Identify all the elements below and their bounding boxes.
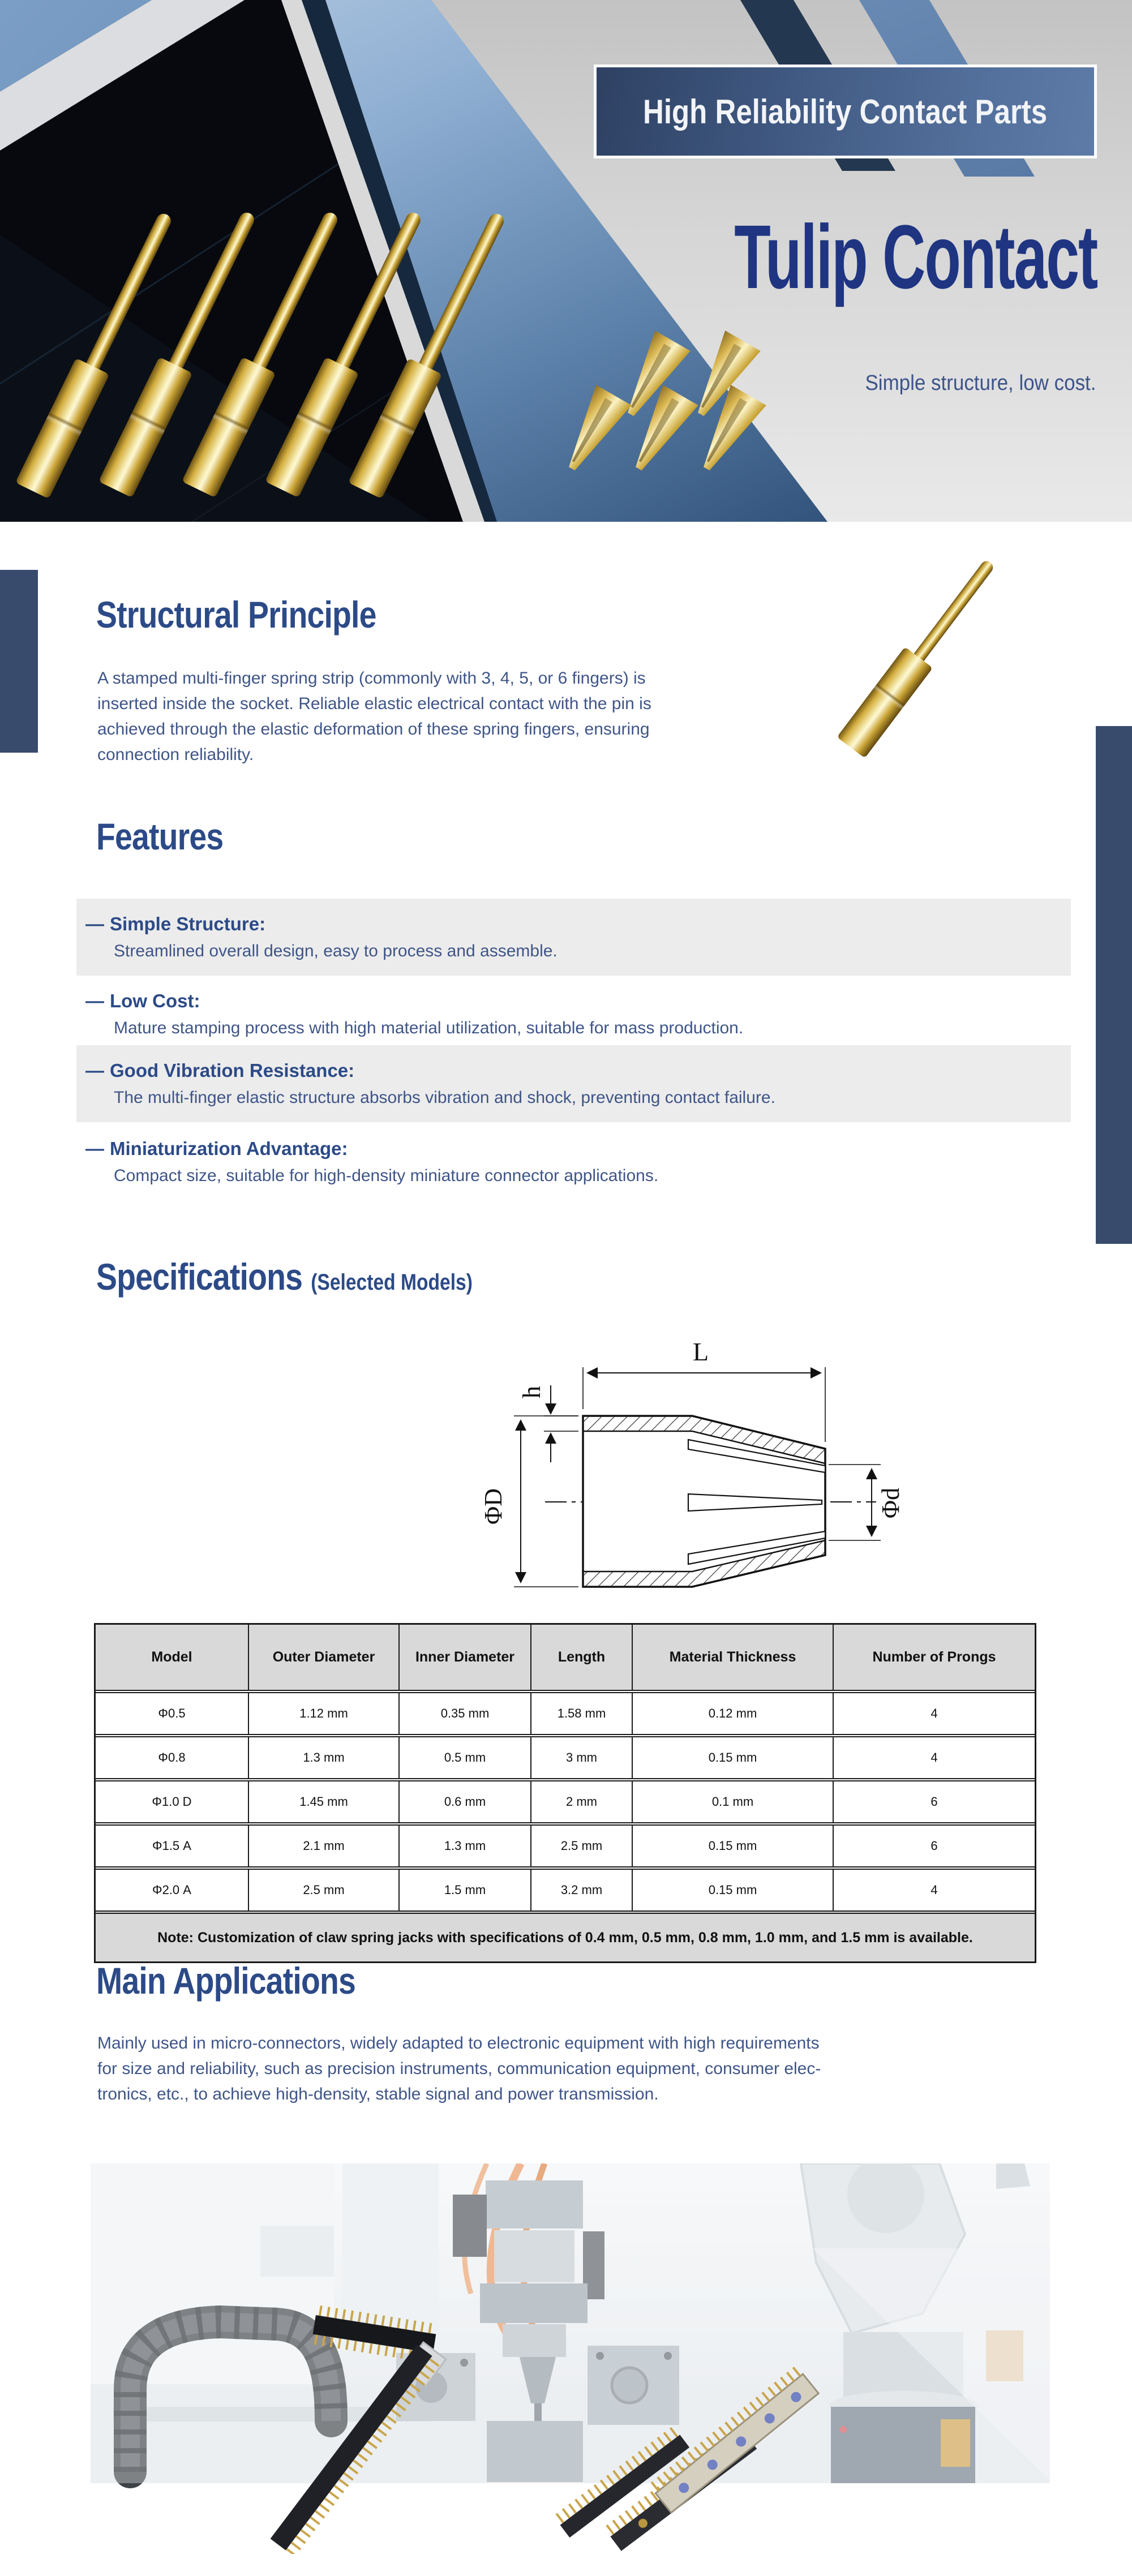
paragraph-line: inserted inside the socket. Reliable elastic electrical contact with the pin is <box>97 694 651 713</box>
structural-principle-heading: Structural Principle <box>96 594 376 636</box>
cell-model: Φ1.5 A <box>96 1826 249 1866</box>
cell-material-thickness: 0.12 mm <box>633 1693 834 1734</box>
table-header-row <box>96 1625 1035 1690</box>
cell-model: Φ0.8 <box>96 1737 249 1778</box>
table-row <box>96 1734 1035 1778</box>
paragraph-line: A stamped multi-finger spring strip (commonly with 3, 4, 5, or 6 fingers) is <box>97 669 646 688</box>
cell-material-thickness: 0.1 mm <box>633 1781 834 1822</box>
right-accent-bar <box>1096 726 1132 1244</box>
cell-inner-diameter: 0.35 mm <box>400 1693 531 1734</box>
cell-length: 3.2 mm <box>531 1870 633 1910</box>
column-header: Number of Prongs <box>872 1649 996 1665</box>
table-row <box>96 1778 1035 1822</box>
bullet-dash: — <box>85 990 104 1011</box>
feature-item-vibration-resistance <box>76 1045 1071 1122</box>
feature-title: Good Vibration Resistance: <box>110 1060 355 1081</box>
page-subtitle: Simple structure, low cost. <box>864 371 1096 395</box>
cell-number-of-prongs: 4 <box>931 1750 938 1764</box>
hero-badge-label: High Reliability Contact Parts <box>643 92 1048 131</box>
column-header: Outer Diameter <box>249 1625 400 1690</box>
feature-description: Streamlined overall design, easy to process and assemble. <box>114 942 558 960</box>
cell-outer-diameter: 2.5 mm <box>249 1870 400 1910</box>
feature-description: The multi-finger elastic structure absorbs vibration and shock, preventing contact failure. <box>114 1088 775 1107</box>
cell-number-of-prongs: 6 <box>931 1839 938 1853</box>
specifications-heading-suffix: (Selected Models) <box>311 1270 473 1295</box>
cell-length: 2 mm <box>531 1781 633 1822</box>
cell-length: 1.58 mm <box>531 1693 633 1734</box>
cell-outer-diameter: 1.45 mm <box>249 1781 400 1822</box>
specifications-heading-text: Specifications <box>96 1256 303 1298</box>
main-applications-heading: Main Applications <box>96 1960 356 2002</box>
bullet-dash: — <box>85 1138 104 1159</box>
feature-title: Low Cost: <box>110 990 200 1011</box>
dim-label-inner-diameter: Φd <box>877 1487 904 1519</box>
cell-model: Φ2.0 A <box>96 1870 249 1910</box>
left-accent-bar <box>0 570 38 753</box>
cell-inner-diameter: 0.5 mm <box>400 1737 531 1778</box>
cell-model: Φ0.5 <box>96 1693 249 1734</box>
photo-fade-overlay <box>91 2163 1050 2483</box>
table-row <box>96 1822 1035 1866</box>
cell-material-thickness: 0.15 mm <box>633 1737 834 1778</box>
cell-inner-diameter: 1.5 mm <box>400 1870 531 1910</box>
paragraph-line: tronics, etc., to achieve high-density, stable signal and power transmission. <box>97 2085 659 2103</box>
cell-material-thickness: 0.15 mm <box>633 1870 834 1910</box>
dimension-diagram <box>429 1320 934 1602</box>
structural-principle-paragraph <box>97 666 651 767</box>
cell-material-thickness: 0.15 mm <box>633 1826 834 1866</box>
main-applications-paragraph <box>97 2030 821 2107</box>
table-row <box>96 1866 1035 1910</box>
bullet-dash: — <box>85 913 104 934</box>
paragraph-line: Mainly used in micro-connectors, widely adapted to electronic equipment with high requirements <box>97 2034 820 2053</box>
feature-item-simple-structure <box>76 899 1071 976</box>
paragraph-line: connection reliability. <box>97 745 254 764</box>
cell-inner-diameter: 1.3 mm <box>400 1826 531 1866</box>
feature-description: Compact size, suitable for high-density miniature connector applications. <box>114 1166 659 1185</box>
feature-title: Simple Structure: <box>110 913 266 934</box>
dim-label-h: h <box>518 1386 546 1398</box>
paragraph-line: achieved through the elastic deformation of these spring fingers, ensuring <box>97 720 650 739</box>
hero-banner <box>0 0 1132 522</box>
cell-number-of-prongs: 4 <box>931 1706 938 1720</box>
specifications-heading <box>96 1255 473 1298</box>
feature-item-low-cost <box>76 976 1071 1046</box>
features-heading: Features <box>96 815 224 857</box>
bullet-dash: — <box>85 1060 104 1081</box>
product-pin-image <box>815 539 1030 782</box>
feature-description: Mature stamping process with high material utilization, suitable for mass production. <box>114 1019 744 1037</box>
column-header: Inner Diameter <box>400 1625 531 1690</box>
feature-title: Miniaturization Advantage: <box>110 1138 348 1159</box>
page-title: Tulip Contact <box>734 206 1097 307</box>
cell-model: Φ1.0 D <box>96 1781 249 1822</box>
cell-inner-diameter: 0.6 mm <box>400 1781 531 1822</box>
column-header: Material Thickness <box>633 1625 834 1690</box>
cell-outer-diameter: 1.3 mm <box>249 1737 400 1778</box>
cell-outer-diameter: 1.12 mm <box>249 1693 400 1734</box>
cell-length: 2.5 mm <box>531 1826 633 1866</box>
hero-badge <box>594 65 1097 158</box>
paragraph-line: for size and reliability, such as precision instruments, communication equipment, consumer elec- <box>97 2059 821 2078</box>
dim-label-L: L <box>692 1337 709 1366</box>
feature-item-miniaturization <box>76 1123 1071 1193</box>
specifications-table <box>94 1623 1036 1963</box>
cell-outer-diameter: 2.1 mm <box>249 1826 400 1866</box>
column-header: Length <box>531 1625 633 1690</box>
cell-number-of-prongs: 6 <box>931 1794 938 1809</box>
table-row <box>96 1690 1035 1734</box>
cell-length: 3 mm <box>531 1737 633 1778</box>
applications-photo <box>91 2163 1050 2554</box>
cell-number-of-prongs: 4 <box>931 1883 938 1897</box>
table-note: Note: Customization of claw spring jacks with specifications of 0.4 mm, 0.5 mm, 0.8 mm, 1.0 mm, and 1.5 mm is available. <box>96 1910 1035 1961</box>
column-header: Model <box>96 1625 249 1690</box>
dim-label-outer-diameter: ΦD <box>479 1488 507 1525</box>
